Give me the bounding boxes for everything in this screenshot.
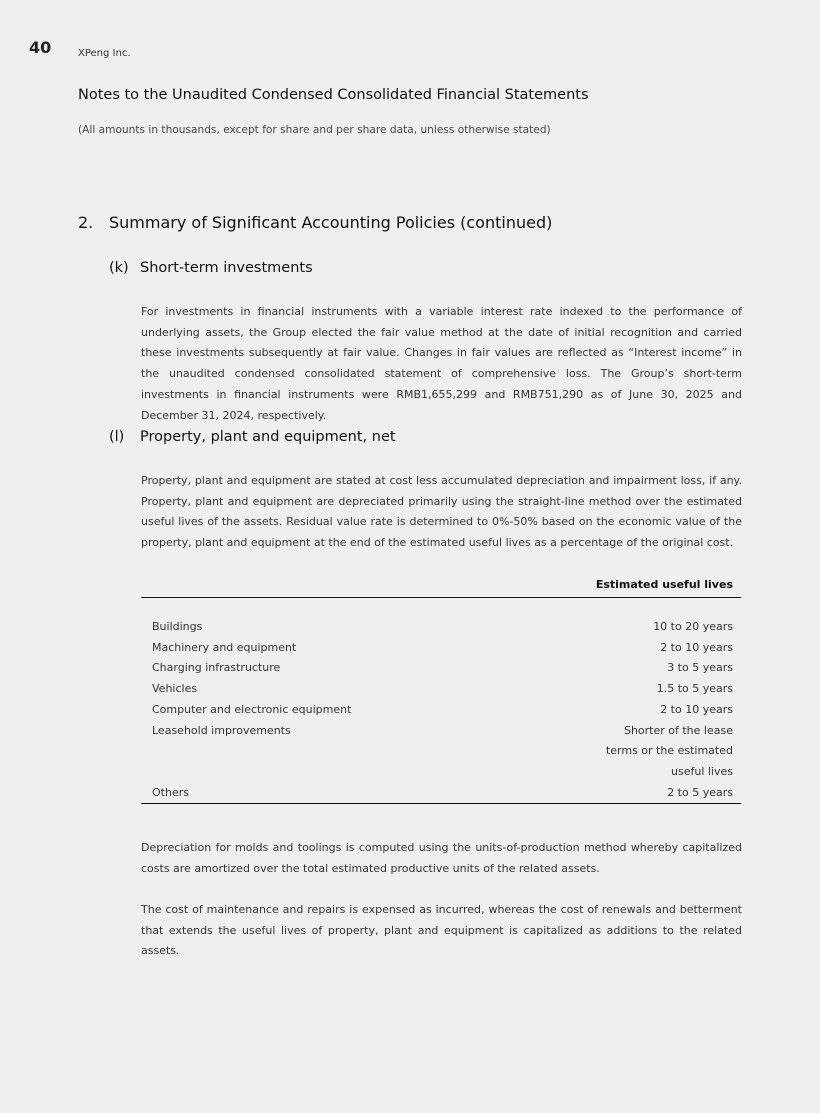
useful-life: 2 to 10 years bbox=[660, 702, 733, 716]
depreciation-molds-paragraph: Depreciation for molds and toolings is computed using the units-of-production method whereby capitalized costs are amortized over the total estimated productive units of the related assets. bbox=[141, 841, 742, 875]
asset-name: Vehicles bbox=[152, 682, 198, 696]
useful-life-line: useful lives bbox=[671, 764, 733, 778]
table-row bbox=[141, 721, 741, 783]
asset-name: Leasehold improvements bbox=[152, 723, 291, 737]
amounts-note: (All amounts in thousands, except for share and per share data, unless otherwise stated) bbox=[78, 124, 551, 136]
useful-life bbox=[606, 721, 733, 783]
maintenance-repairs-paragraph: The cost of maintenance and repairs is expensed as incurred, whereas the cost of renewals and betterment that extends the useful lives of property, plant and equipment is capitalized as additions to the related assets. bbox=[141, 903, 742, 958]
table-header bbox=[141, 578, 741, 598]
useful-life: 10 to 20 years bbox=[653, 620, 733, 633]
asset-name: Others bbox=[152, 785, 189, 799]
table-row bbox=[141, 679, 741, 700]
subsection-l-title: Property, plant and equipment, net bbox=[140, 429, 396, 445]
useful-life: 2 to 10 years bbox=[660, 640, 733, 654]
useful-life: 3 to 5 years bbox=[667, 661, 733, 675]
useful-life-line: terms or the estimated bbox=[605, 744, 733, 758]
asset-name: Machinery and equipment bbox=[152, 640, 297, 654]
table-header-label: Estimated useful lives bbox=[595, 578, 733, 591]
page-number: 40 bbox=[29, 38, 52, 57]
subsection-k-title: Short-term investments bbox=[140, 260, 313, 276]
company-name: XPeng Inc. bbox=[78, 48, 131, 59]
table-row bbox=[141, 617, 741, 638]
section-heading bbox=[78, 213, 552, 232]
ppe-paragraph: Property, plant and equipment are stated at cost less accumulated depreciation and impairment loss, if any. Property, plant and equipment are depreciated primarily using the straight-line method over the estimated useful lives of the assets. Residual value rate is determined to 0%-50% based on the economic value of the property, plant and equipment at the end of the estimated useful lives as a percentage of the original cost. bbox=[141, 474, 742, 550]
subsection-k-heading bbox=[109, 260, 313, 276]
table-row bbox=[141, 638, 741, 659]
asset-name: Charging infrastructure bbox=[152, 661, 281, 675]
section-number: 2. bbox=[78, 213, 94, 232]
useful-life-line: Shorter of the lease bbox=[623, 723, 733, 737]
document-title: Notes to the Unaudited Condensed Consolidated Financial Statements bbox=[78, 87, 589, 103]
asset-name: Computer and electronic equipment bbox=[152, 702, 352, 716]
table-row bbox=[141, 783, 741, 805]
useful-lives-table bbox=[141, 578, 741, 804]
subsection-l-label: (l) bbox=[109, 429, 125, 445]
table-row bbox=[141, 700, 741, 721]
subsection-k-label: (k) bbox=[109, 260, 129, 276]
useful-life: 2 to 5 years bbox=[667, 785, 733, 799]
section-title: Summary of Significant Accounting Policies (continued) bbox=[109, 213, 553, 232]
short-term-investments-paragraph: For investments in financial instruments with a variable interest rate indexed to the performance of underlying assets, the Group elected the fair value method at the date of initial recognition and carried these investments subsequently at fair value. Changes in fair values are reflected as “Interest income” in the unaudited condensed consolidated statement of comprehensive loss. The Group’s short-term investments in financial instruments were RMB1,655,299 and RMB751,290 as of June 30, 2025 and December 31, 2024, respectively. bbox=[141, 305, 742, 422]
table-row bbox=[141, 658, 741, 679]
useful-life: 1.5 to 5 years bbox=[656, 682, 733, 696]
subsection-l-heading bbox=[109, 429, 396, 445]
asset-name: Buildings bbox=[152, 620, 203, 633]
